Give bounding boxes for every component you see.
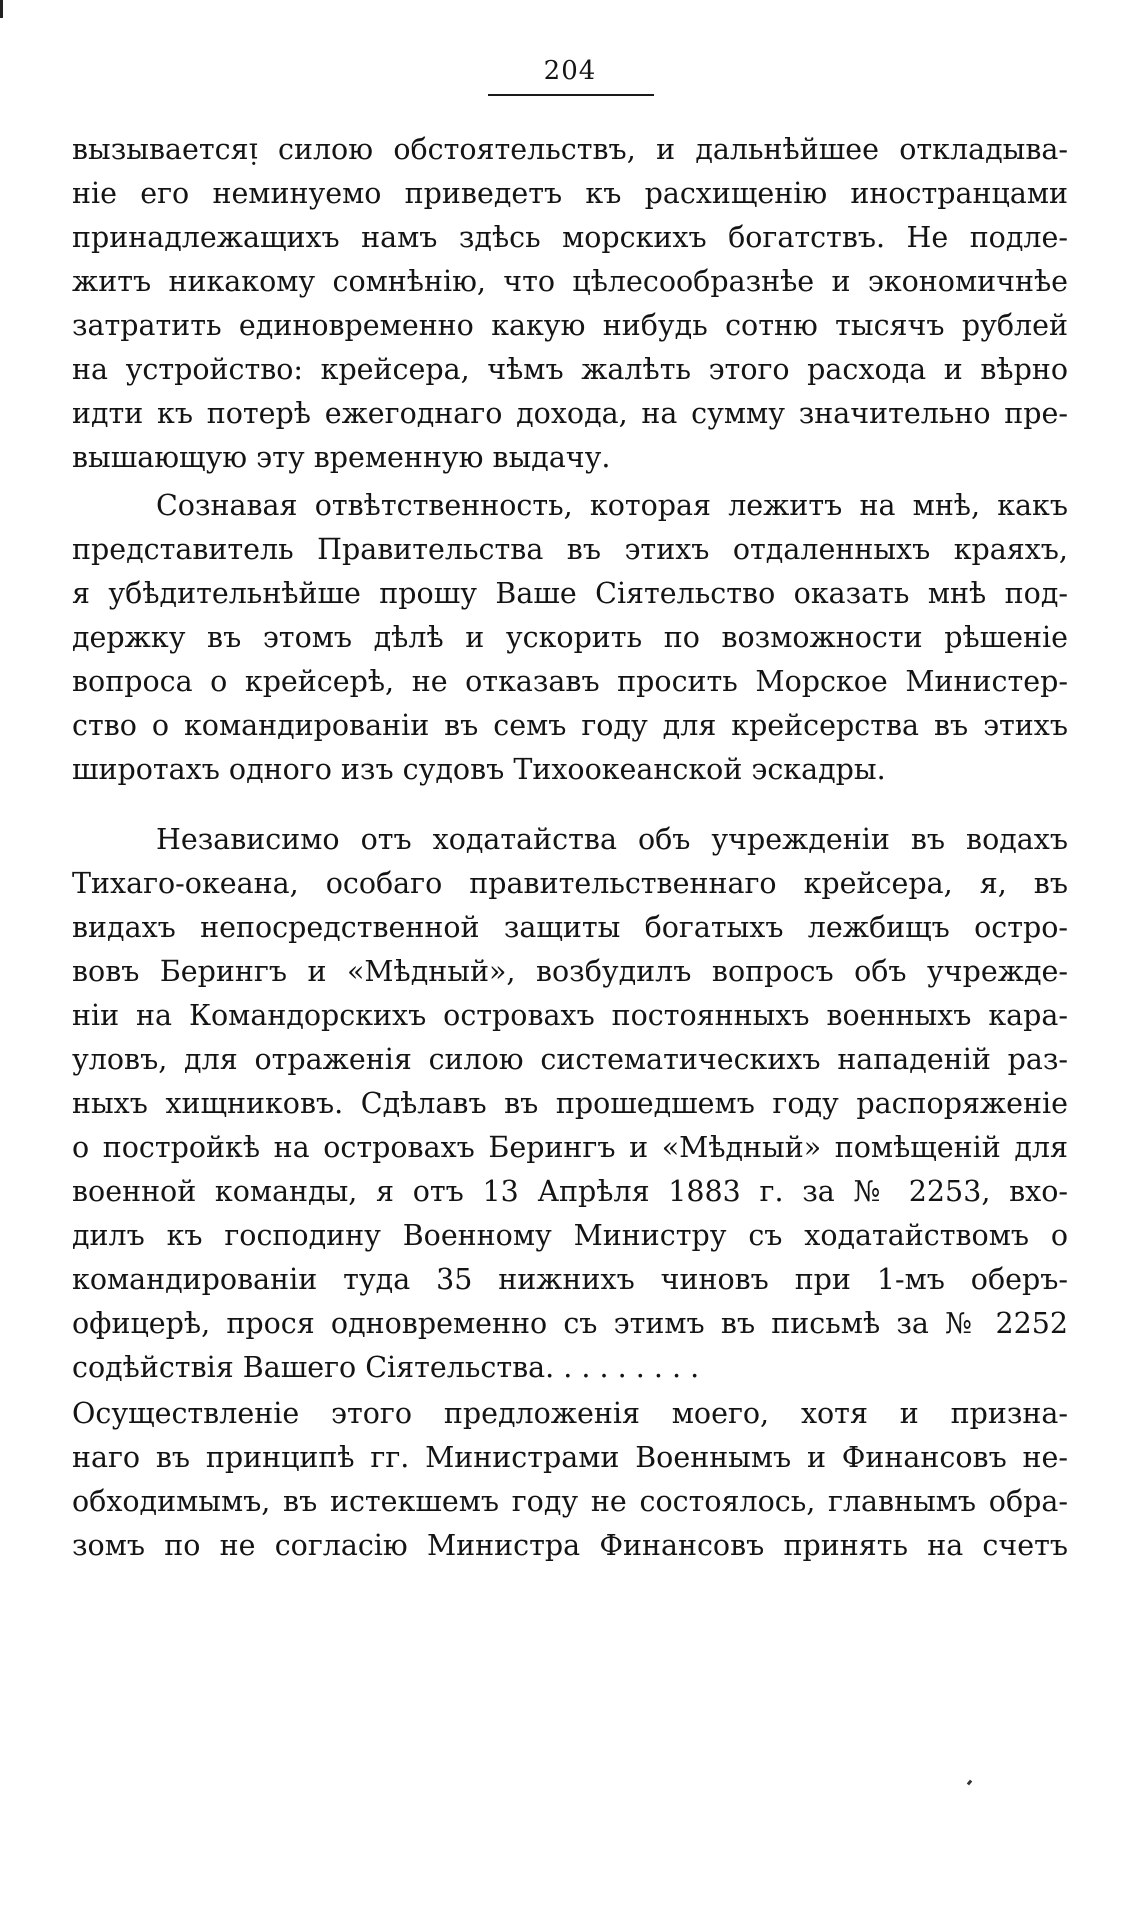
text-line: дилъ къ господину Военному Министру съ ходатайствомъ о (72, 1219, 1068, 1252)
text-line: наго въ принципѣ гг. Министрами Военнымъ и Финансовъ не- (72, 1441, 1068, 1474)
text-line: командированіи туда 35 нижнихъ чиновъ при 1-мъ оберъ- (72, 1263, 1068, 1296)
text-line: житъ никакому сомнѣнію, что цѣлесообразнѣе и экономичнѣе (72, 265, 1068, 298)
text-line: о постройкѣ на островахъ Берингъ и «Мѣдный» помѣщеній для (72, 1131, 1068, 1164)
text-line: вышающую эту временную выдачу. (72, 441, 611, 474)
text-line: зомъ по не согласію Министра Финансовъ принять на счетъ (72, 1529, 1068, 1562)
text-line: ныхъ хищниковъ. Сдѣлавъ въ прошедшемъ году распоряженіе (72, 1087, 1068, 1120)
text-line: содѣйствія Вашего Сіятельства. . . . . . . . . (72, 1351, 700, 1384)
page-number: 204 (543, 56, 597, 86)
text-line: идти къ потерѣ ежегоднаго дохода, на сумму значительно пре- (72, 397, 1068, 430)
text-line: ство о командированіи въ семъ году для крейсерства въ этихъ (72, 709, 1068, 742)
scan-edge-mark (0, 0, 3, 18)
text-line: принадлежащихъ намъ здѣсь морскихъ богатствъ. Не подле- (72, 221, 1068, 254)
text-line: офицерѣ, прося одновременно съ этимъ въ письмѣ за № 2252 (72, 1307, 1068, 1340)
text-line: ніи на Командорскихъ островахъ постоянныхъ военныхъ кара- (72, 999, 1068, 1032)
text-line: уловъ, для отраженія силою систематическихъ нападеній раз- (72, 1043, 1068, 1076)
text-line: я убѣдительнѣйше прошу Ваше Сіятельство оказать мнѣ под- (72, 577, 1068, 610)
scan-speck (967, 1780, 973, 1786)
page-number-rule (488, 94, 654, 96)
text-line: на устройство: крейсера, чѣмъ жалѣть этого расхода и вѣрно (72, 353, 1068, 386)
text-line: широтахъ одного изъ судовъ Тихоокеанской эскадры. (72, 753, 886, 786)
text-line: Тихаго-океана, особаго правительственнаго крейсера, я, въ (72, 867, 1068, 900)
text-line: затратить единовременно какую нибудь сотню тысячъ рублей (72, 309, 1068, 342)
text-line: Сознавая отвѣтственность, которая лежитъ на мнѣ, какъ (156, 489, 1068, 522)
text-line: вовъ Берингъ и «Мѣдный», возбудилъ вопросъ объ учрежде- (72, 955, 1068, 988)
text-line: держку въ этомъ дѣлѣ и ускорить по возможности рѣшеніе (72, 621, 1068, 654)
text-line: вызываетсяᴉ силою обстоятельствъ, и дальнѣйшее откладыва- (72, 133, 1068, 166)
text-line: военной команды, я отъ 13 Апрѣля 1883 г. за № 2253, вхо- (72, 1175, 1068, 1208)
text-line: Осуществленіе этого предложенія моего, хотя и призна- (72, 1397, 1068, 1430)
text-line: видахъ непосредственной защиты богатыхъ лежбищъ остро- (72, 911, 1068, 944)
text-line: Независимо отъ ходатайства объ учрежденіи въ водахъ (156, 823, 1068, 856)
text-line: представитель Правительства въ этихъ отдаленныхъ краяхъ, (72, 533, 1068, 566)
text-line: обходимымъ, въ истекшемъ году не состоялось, главнымъ обра- (72, 1485, 1068, 1518)
text-line: вопроса о крейсерѣ, не отказавъ просить Морское Министер- (72, 665, 1068, 698)
text-line: ніе его неминуемо приведетъ къ расхищенію иностранцами (72, 177, 1068, 210)
